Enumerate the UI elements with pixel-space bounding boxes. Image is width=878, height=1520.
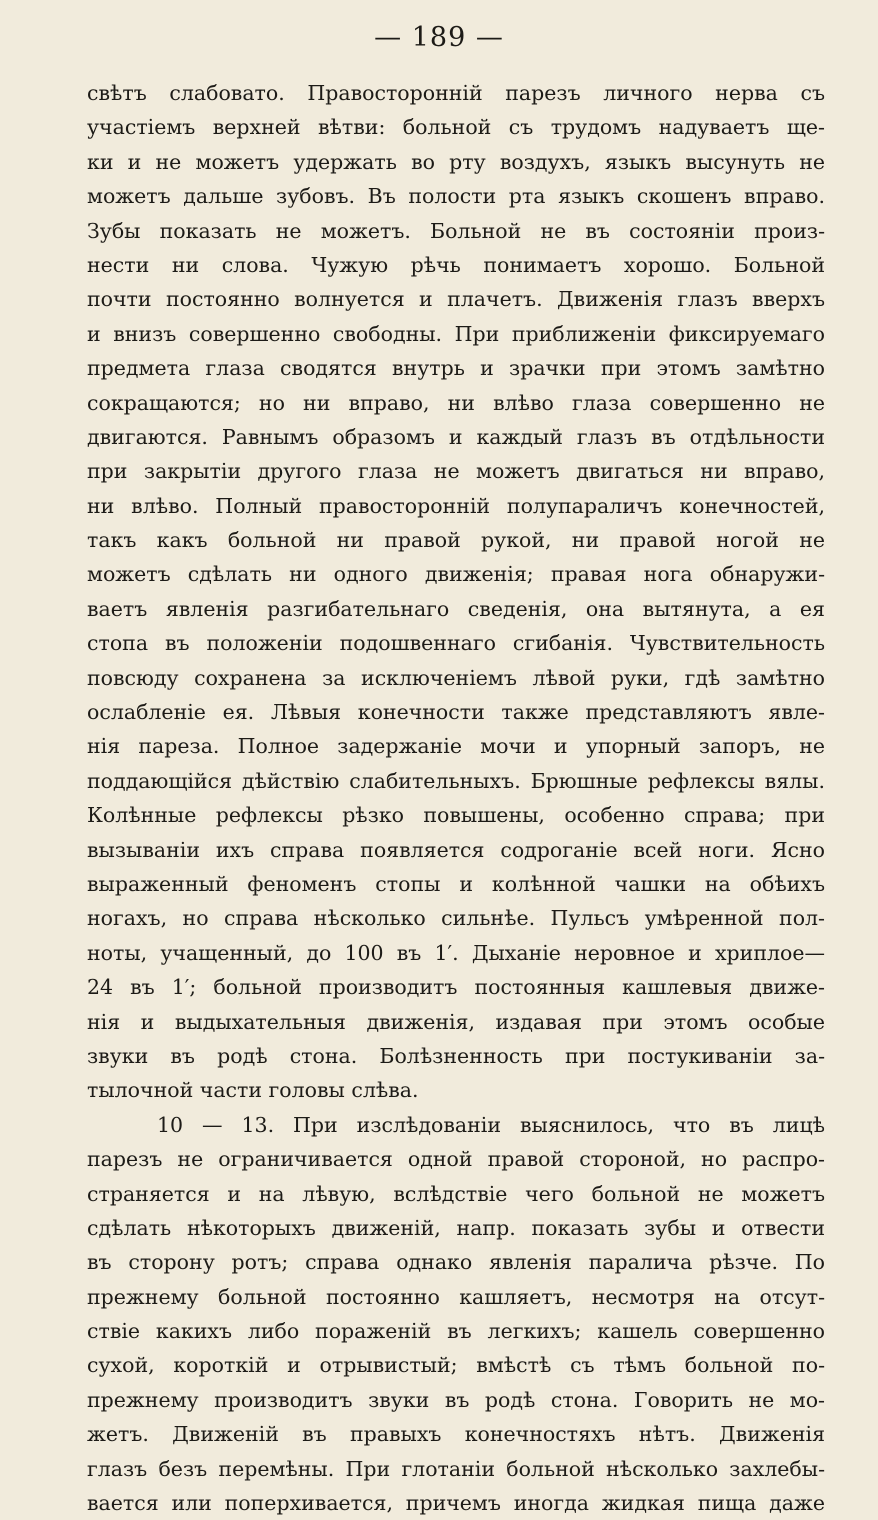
text-line: глазъ безъ перемѣны. При глотаніи больной нѣсколько захлебы- <box>87 1456 825 1481</box>
text-line: нія пареза. Полное задержаніе мочи и упорный запоръ, не <box>87 734 825 759</box>
text-line: прежнему производитъ звуки въ родѣ стона. Говорить не мо- <box>87 1387 825 1412</box>
text-line: парезъ не ограничивается одной правой стороной, но распро- <box>87 1147 825 1172</box>
text-line: Колѣнные рефлексы рѣзко повышены, особенно справа; при <box>87 803 825 828</box>
text-line: поддающійся дѣйствію слабительныхъ. Брюшные рефлексы вялы. <box>87 768 825 793</box>
text-line: участіемъ верхней вѣтви: больной съ трудомъ надуваетъ ще- <box>87 115 825 140</box>
body-text <box>87 76 825 1520</box>
text-line: сокращаются; но ни вправо, ни влѣво глаза совершенно не <box>87 390 825 415</box>
text-line: ваетъ явленія разгибательнаго сведенія, она вытянута, а ея <box>87 596 825 621</box>
text-line: ствіе какихъ либо пораженій въ легкихъ; кашель совершенно <box>87 1319 825 1344</box>
text-line: ни влѣво. Полный правосторонній полупараличъ конечностей, <box>87 493 825 518</box>
text-line: сухой, короткій и отрывистый; вмѣстѣ съ тѣмъ больной по- <box>87 1353 825 1378</box>
text-line: двигаются. Равнымъ образомъ и каждый глазъ въ отдѣльности <box>87 424 825 449</box>
text-line: тылочной части головы слѣва. <box>87 1078 419 1103</box>
text-line: можетъ сдѣлать ни одного движенія; правая нога обнаружи- <box>87 562 825 587</box>
text-line: ногахъ, но справа нѣсколько сильнѣе. Пульсъ умѣренной пол- <box>87 906 825 931</box>
text-line: почти постоянно волнуется и плачетъ. Движенія глазъ вверхъ <box>87 287 825 312</box>
text-line: прежнему больной постоянно кашляетъ, несмотря на отсут- <box>87 1284 825 1309</box>
text-line: ослабленіе ея. Лѣвыя конечности также представляютъ явле- <box>87 700 825 725</box>
text-line: Зубы показать не можетъ. Больной не въ состояніи произ- <box>87 218 825 243</box>
text-line: такъ какъ больной ни правой рукой, ни правой ногой не <box>87 528 825 553</box>
text-line: нести ни слова. Чужую рѣчь понимаетъ хорошо. Больной <box>87 252 825 277</box>
text-line: 24 въ 1′; больной производитъ постоянныя кашлевыя движе- <box>87 975 825 1000</box>
text-line: при закрытіи другого глаза не можетъ двигаться ни вправо, <box>87 459 825 484</box>
text-line: нія и выдыхательныя движенія, издавая при этомъ особые <box>87 1009 825 1034</box>
text-line: вызываніи ихъ справа появляется содроганіе всей ноги. Ясно <box>87 837 825 862</box>
text-line: выраженный феноменъ стопы и колѣнной чашки на обѣихъ <box>87 871 825 896</box>
text-line: ноты, учащенный, до 100 въ 1′. Дыханіе неровное и хриплое— <box>87 940 825 965</box>
text-line: свѣтъ слабовато. Правосторонній парезъ личного нерва съ <box>87 81 825 105</box>
text-line: сдѣлать нѣкоторыхъ движеній, напр. показать зубы и отвести <box>87 1215 825 1240</box>
text-line: страняется и на лѣвую, вслѣдствіе чего больной не можетъ <box>87 1181 825 1206</box>
text-line: предмета глаза сводятся внутрь и зрачки при этомъ замѣтно <box>87 356 825 381</box>
text-line: звуки въ родѣ стона. Болѣзненность при постукиваніи за- <box>87 1043 825 1068</box>
text-line: повсюду сохранена за исключеніемъ лѣвой руки, гдѣ замѣтно <box>87 665 825 690</box>
page-number: — 189 — <box>374 22 504 53</box>
text-line: въ сторону ротъ; справа однако явленія паралича рѣзче. По <box>87 1250 825 1275</box>
text-line: стопа въ положеніи подошвеннаго сгибанія. Чувствительность <box>87 631 825 656</box>
text-line: вается или поперхивается, причемъ иногда жидкая пища даже <box>87 1491 825 1516</box>
text-line: 10 — 13. При изслѣдованіи выяснилось, что въ лицѣ <box>157 1112 825 1137</box>
text-line: можетъ дальше зубовъ. Въ полости рта языкъ скошенъ вправо. <box>87 184 825 209</box>
text-line: и внизъ совершенно свободны. При приближеніи фиксируемаго <box>87 321 825 346</box>
text-line: ки и не можетъ удержать во рту воздухъ, языкъ высунуть не <box>87 149 825 174</box>
text-line: жетъ. Движеній въ правыхъ конечностяхъ нѣтъ. Движенія <box>87 1422 825 1447</box>
